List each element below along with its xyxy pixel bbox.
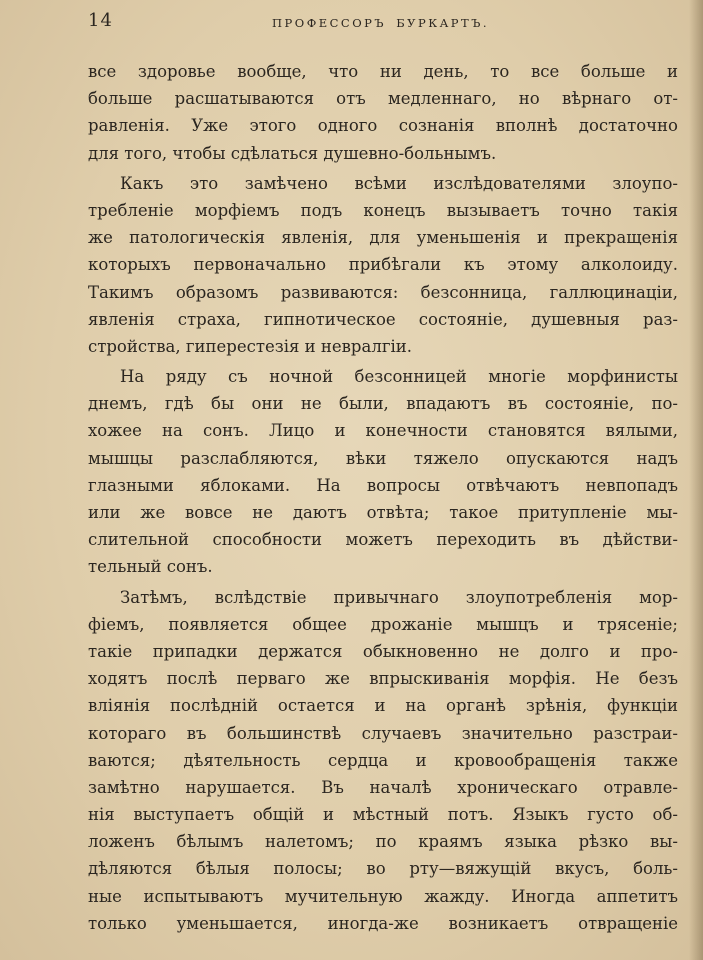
text-line: которыхъ первоначально прибѣгали къ этому алколоиду. — [88, 255, 678, 275]
text-line: все здоровье вообще, что ни день, то все больше и — [88, 62, 678, 81]
text-line: для того, чтобы сдѣлаться душевно-больнымъ. — [88, 143, 497, 163]
text-line: ные испытываютъ мучительную жажду. Иногда аппетитъ — [88, 886, 678, 906]
body-text — [88, 58, 678, 937]
text-line: такіе припадки держатся обыкновенно не долго и про- — [88, 641, 678, 661]
text-line: нія выступаетъ общій и мѣстный потъ. Языкъ густо об- — [88, 805, 678, 825]
text-line: фіемъ, появляется общее дрожаніе мышцъ и трясеніе; — [88, 614, 678, 634]
text-line: ложенъ бѣлымъ налетомъ; по краямъ языка рѣзко вы- — [88, 832, 678, 852]
text-line: стройства, гиперестезія и невралгіи. — [88, 336, 412, 356]
text-line: слительной способности можетъ переходить въ дѣйстви- — [88, 530, 678, 550]
text-line: или же вовсе не даютъ отвѣта; такое притупленіе мы- — [88, 503, 678, 522]
text-line: дѣляются бѣлыя полосы; во рту—вяжущій вкусъ, боль- — [88, 859, 678, 879]
text-line: вліянія послѣдній остается и на органѣ зрѣнія, функціи — [88, 696, 678, 716]
text-line: ходятъ послѣ перваго же впрыскиванія морфія. Не безъ — [88, 669, 678, 689]
running-head: ПРОФЕССОРЪ БУРКАРТЪ. — [272, 16, 489, 30]
text-line: равленія. Уже этого одного сознанія вполнѣ достаточно — [88, 116, 678, 136]
text-line: тельный сонъ. — [88, 557, 213, 577]
paragraph-first-line: Какъ это замѣчено всѣми изслѣдователями злоупо- — [120, 173, 678, 193]
page-edge-shadow — [689, 0, 703, 960]
paragraph-first-line: На ряду съ ночной безсонницей многіе морфинисты — [120, 367, 678, 387]
text-line: мышцы разслабляются, вѣки тяжело опускаются надъ — [88, 448, 678, 468]
text-line: требленіе морфіемъ подъ конецъ вызываетъ точно такія — [88, 200, 678, 220]
text-line: замѣтно нарушается. Въ началѣ хроническаго отравле- — [88, 777, 678, 797]
text-line: только уменьшается, иногда-же возникаетъ отвращеніе — [88, 913, 678, 933]
text-line: больше расшатываются отъ медленнаго, но вѣрнаго от- — [88, 89, 678, 109]
text-line: Такимъ образомъ развиваются: безсонница, галлюцинаціи, — [88, 282, 678, 302]
text-line: глазными яблоками. На вопросы отвѣчаютъ невпопадъ — [88, 475, 678, 495]
text-line: явленія страха, гипнотическое состояніе, душевныя раз- — [88, 309, 678, 329]
paragraph-first-line: Затѣмъ, вслѣдствіе привычнаго злоупотребленія мор- — [120, 587, 678, 607]
text-line: ваются; дѣятельность сердца и кровообращенія также — [88, 750, 678, 770]
text-line: же патологическія явленія, для уменьшенія и прекращенія — [88, 228, 678, 248]
text-line: днемъ, гдѣ бы они не были, впадаютъ въ состояніе, по- — [88, 394, 678, 414]
text-line: хожее на сонъ. Лицо и конечности становятся вялыми, — [88, 421, 678, 441]
text-line: котораго въ большинствѣ случаевъ значительно разстраи- — [88, 723, 678, 743]
page-number: 14 — [88, 10, 113, 31]
